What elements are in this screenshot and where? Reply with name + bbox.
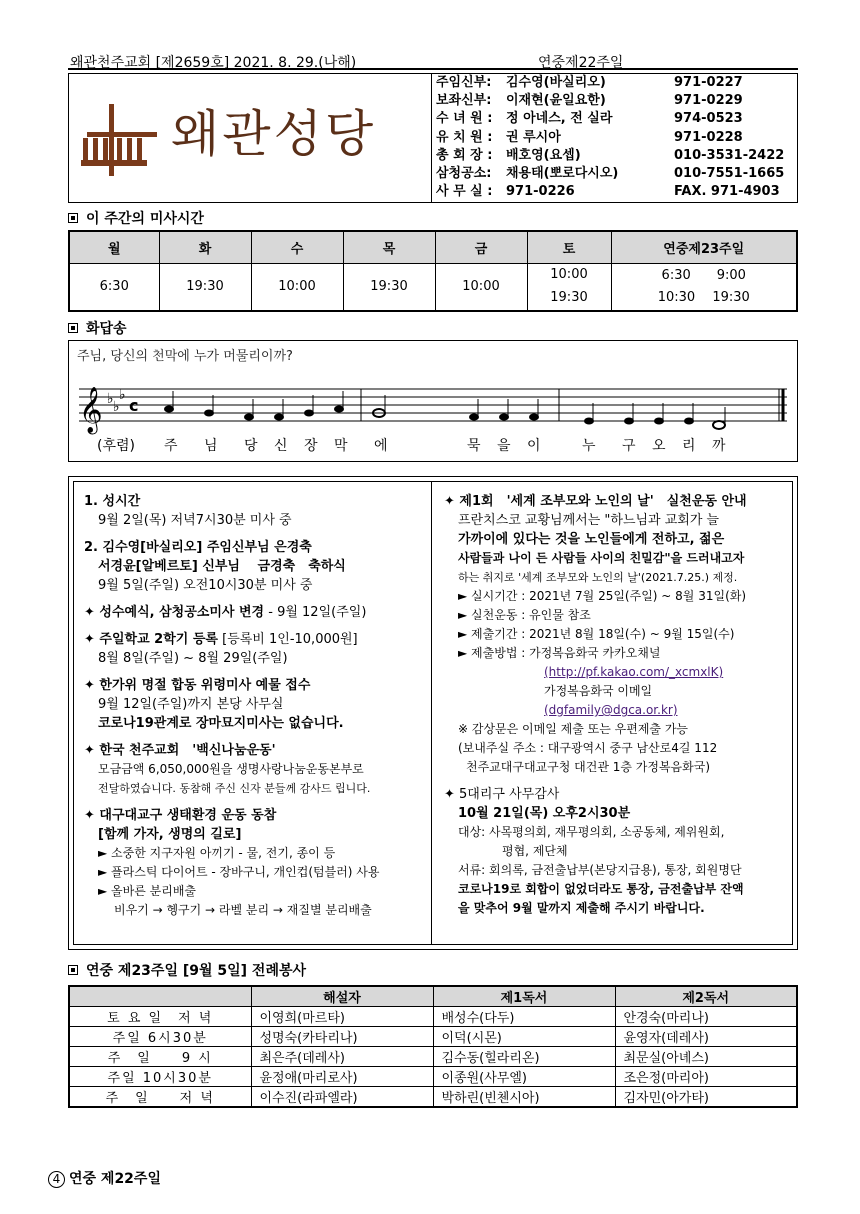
day-header: 화 [159, 231, 251, 263]
refrain-label: (후렴) [97, 438, 135, 454]
notice-body: 9월 5일(주일) 오전10시30분 미사 중 [98, 578, 313, 593]
notice-bullet: ► 플라스틱 다이어트 - 장바구니, 개인컵(텀블러) 사용 [98, 865, 380, 879]
notice-bullet: ► 제출방법 : 가정복음화국 카카오채널 [458, 646, 661, 660]
bulletin-header-line [68, 52, 798, 70]
staff-row: 삼청공소: 채용태(뽀로다시오) 010-7551-1665 [436, 165, 785, 181]
music-staff [69, 367, 797, 437]
notice-body: 사람들과 나이 든 사람들 사이의 친밀감"을 드러내고자 [458, 551, 745, 565]
parish-header [68, 73, 798, 203]
notice-body: 가까이에 있다는 것을 노인들에게 전하고, 젊은 [458, 532, 725, 547]
mass-times-title: 이 주간의 미사시간 [68, 208, 204, 228]
day-header: 연중제23주일 [611, 231, 797, 263]
notice-bullet: ► 실천운동 : 유인물 참조 [458, 608, 591, 622]
notice-body: 코로나19관계로 장마묘지미사는 없습니다. [98, 716, 344, 731]
notice-body: 가정복음화국 이메일 [544, 684, 653, 698]
notice-body: 9월 2일(목) 저녁7시30분 미사 중 [98, 513, 292, 528]
table-row: 주일 10시30분 윤정애(마리로사) 이종원(사무엘) 조은정(마리아) [69, 1067, 797, 1087]
day-header: 월 [69, 231, 159, 263]
lyric-syllable: 누 [582, 438, 596, 454]
roster-header: 해설자 [251, 986, 433, 1007]
mass-time: 10:00 [435, 263, 527, 311]
svg-text:c: c [129, 396, 139, 415]
notice-title: ✦ 제1회 '세계 조부모와 노인의 날' 실천운동 안내 [444, 494, 747, 509]
lyric-syllable: 이 [527, 438, 541, 454]
notice-subtitle: [함께 가자, 생명의 길로] [98, 827, 242, 842]
mass-times-table [68, 230, 798, 312]
mass-time: 19:30 [159, 263, 251, 311]
lyric-syllable: 에 [374, 438, 388, 454]
svg-text:♭: ♭ [113, 399, 120, 415]
day-header: 토 [527, 231, 611, 263]
day-header: 목 [343, 231, 435, 263]
cross-logo-icon [79, 104, 159, 176]
lyric-syllable: 주 [164, 438, 178, 454]
staff-row: 보좌신부: 이재현(윤일요한) 971-0229 [436, 93, 743, 109]
notice-body: 전달하였습니다. 동참해 주신 신자 분들께 감사드 립니다. [98, 782, 371, 795]
notices-right-column [436, 482, 792, 944]
roster-header [69, 986, 251, 1007]
roster-header: 제2독서 [615, 986, 797, 1007]
staff-row: 주임신부: 김수영(바실리오) 971-0227 [436, 75, 743, 90]
notice-item: ✦ 주일학교 2학기 등록 [등록비 1인-10,000원] [84, 632, 358, 647]
notice-body: 대상: 사목평의회, 재무평의회, 소공동체, 제위원회, [458, 825, 725, 839]
notices-box [68, 476, 798, 950]
lyric-syllable: 구 [622, 438, 636, 454]
lyric-syllable: 당 [244, 438, 258, 454]
table-row: 주 일 저 녁 이수진(라파엘라) 박하린(빈첸시아) 김자민(아가타) [69, 1087, 797, 1108]
staff-directory [432, 74, 798, 202]
notice-bullet: 비우기 → 헹구기 → 라벨 분리 → 재질별 분리배출 [114, 903, 372, 917]
notice-note: 천주교대구대교구청 대건관 1층 가정복음화국) [466, 760, 711, 774]
notice-bullet: ► 소중한 지구자원 아끼기 - 물, 전기, 종이 등 [98, 846, 336, 860]
notice-body: 9월 12일(주일)까지 본당 사무실 [98, 697, 284, 712]
notice-title: ✦ 5대리구 사무감사 [444, 787, 560, 802]
email-link[interactable]: (dgfamily@dgca.or.kr) [544, 703, 678, 717]
notice-bullet: ► 실시기간 : 2021년 7월 25일(주일) ~ 8월 31일(화) [458, 589, 747, 603]
staff-row: 수 녀 원 : 정 아네스, 전 실라 974-0523 [436, 111, 743, 127]
kakao-channel-link[interactable]: (http://pf.kakao.com/_xcmxlK) [544, 665, 724, 679]
notice-body: 10월 21일(목) 오후2시30분 [458, 806, 631, 821]
page-footer [48, 1168, 161, 1188]
notice-title: 2. 김수영[바실리오] 주임신부님 은경축 [84, 540, 312, 555]
svg-text:♭: ♭ [107, 391, 114, 407]
lyric-syllable: 오 [652, 438, 666, 454]
notice-note: ※ 감상문은 이메일 제출 또는 우편제출 가능 [458, 722, 689, 736]
notice-body: 모금금액 6,050,000원을 생명사랑나눔운동본부로 [98, 762, 364, 776]
notice-bullet: ► 올바른 분리배출 [98, 884, 197, 898]
svg-text:♭: ♭ [119, 387, 126, 403]
notice-body: 프란치스코 교황님께서는 "하느님과 교회가 늘 [458, 513, 720, 528]
mass-time: 6:30 9:00 10:30 19:30 [611, 263, 797, 311]
notices-left-column [74, 482, 432, 944]
lyric-syllable: 을 [497, 438, 511, 454]
day-header: 금 [435, 231, 527, 263]
table-row: 토 요 일 저 녁 이영희(마르타) 배성수(다두) 안경숙(마리나) [69, 1007, 797, 1027]
svg-text:𝄞: 𝄞 [79, 387, 103, 433]
mass-time: 10:00 19:30 [527, 263, 611, 311]
liturgy-roster-table [68, 985, 798, 1108]
notice-bullet: ► 제출기간 : 2021년 8월 18일(수) ~ 9월 15일(수) [458, 627, 735, 641]
notice-note: (보내주실 주소 : 대구광역시 중구 남산로4길 112 [458, 741, 718, 755]
notice-title: ✦ 한가위 명절 합동 위령미사 예물 접수 [84, 678, 311, 693]
parish-logo [69, 74, 432, 202]
notice-title: 1. 성시간 [84, 494, 141, 509]
roster-title: 연중 제23주일 [9월 5일] 전례봉사 [68, 960, 306, 980]
lyric-syllable: 장 [304, 438, 318, 454]
page-number: 4 [48, 1171, 65, 1188]
roster-header: 제1독서 [433, 986, 615, 1007]
staff-row: 총 회 장 : 배호영(요셉) 010-3531-2422 [436, 147, 785, 163]
table-row: 주일 6시30분 성명숙(카타리나) 이덕(시몬) 윤영자(데레사) [69, 1027, 797, 1047]
psalm-title: 화답송 [68, 318, 127, 338]
psalm-verse: 주님, 당신의 천막에 누가 머물리이까? [77, 349, 293, 364]
notice-title: 서경윤[알베르토] 신부님 금경축 축하식 [98, 559, 346, 574]
psalm-box [68, 340, 798, 462]
notice-body: 코로나19로 회합이 없었더라도 통장, 금전출납부 잔액 [458, 882, 744, 896]
staff-row: 유 치 원 : 권 루시아 971-0228 [436, 129, 743, 145]
mass-time: 19:30 [343, 263, 435, 311]
footer-text: 연중 제22주일 [69, 1171, 161, 1187]
table-row: 주 일 9 시 최은주(데레사) 김수동(힐라리온) 최문실(아녜스) [69, 1047, 797, 1067]
lyric-syllable: 신 [274, 438, 288, 454]
parish-name: 왜관성당 [171, 105, 377, 163]
notice-body: 평협, 제단체 [502, 844, 568, 858]
lyric-syllable: 묵 [467, 438, 481, 454]
notice-title: ✦ 한국 천주교회 '백신나눔운동' [84, 743, 276, 758]
notice-body: 을 맞추어 9월 말까지 제출해 주시기 바랍니다. [458, 901, 705, 915]
day-header: 수 [251, 231, 343, 263]
lyric-syllable: 님 [204, 438, 218, 454]
liturgical-week: 연중제22주일 [538, 55, 624, 71]
lyric-syllable: 막 [334, 438, 348, 454]
mass-time: 6:30 [69, 263, 159, 311]
notice-body: 서류: 회의록, 금전출납부(본당지급용), 통장, 회원명단 [458, 863, 742, 877]
staff-row: 사 무 실 : 971-0226 FAX. 971-4903 [436, 184, 780, 200]
lyric-syllable: 까 [712, 438, 726, 454]
bulletin-issue: 왜관천주교회 [제2659호] 2021. 8. 29.(나해) [70, 55, 357, 71]
lyric-syllable: 리 [682, 438, 696, 454]
notice-item: ✦ 성수예식, 삼청공소미사 변경 - 9월 12일(주일) [84, 605, 367, 620]
notice-body: 하는 취지로 '세계 조부모와 노인의 날'(2021.7.25.) 제정. [458, 571, 738, 584]
notice-title: ✦ 대구대교구 생태환경 운동 동참 [84, 808, 277, 823]
mass-time: 10:00 [251, 263, 343, 311]
notice-body: 8월 8일(주일) ~ 8월 29일(주일) [98, 651, 288, 666]
